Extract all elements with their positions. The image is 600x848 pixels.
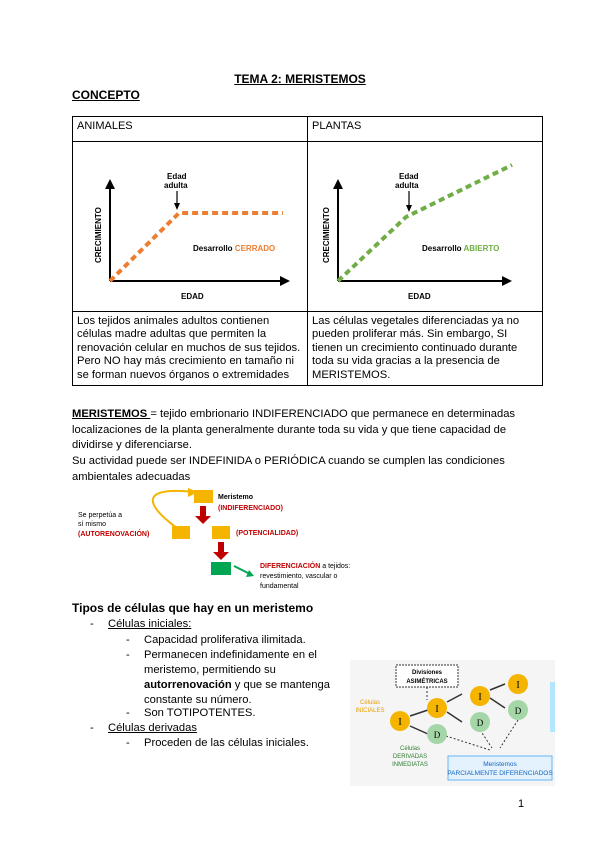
growth-curve: [338, 165, 512, 281]
dev-prefix: Desarrollo: [193, 244, 235, 253]
animales-text: Los tejidos animales adultos contienen células madre adultas que permiten la renovación celular en muchos de sus tejidos. Pero NO hay más crecimiento en tamaño ni se forman nuevos órganos o extremidades: [73, 311, 308, 386]
svg-text:(INDIFERENCIADO): (INDIFERENCIADO): [218, 505, 283, 512]
plant-growth-chart-cell: [308, 142, 543, 312]
edad-label-2: adulta: [395, 181, 419, 190]
y-axis-arrow: [105, 179, 115, 189]
list-item: Proceden de las células iniciales.: [144, 737, 309, 749]
svg-text:D: D: [433, 730, 441, 740]
meristemos-definition: MERISTEMOS = tejido embrionario INDIFERENCIADO que permanece en determinadas localizaciones de la planta generalmente durante toda su vida y que tiene capacidad de dividirse y diferenciarse.: [72, 408, 516, 451]
yellow-square-right: [212, 526, 230, 539]
page-title: TEMA 2: MERISTEMOS: [234, 72, 366, 86]
header-plantas: PLANTAS: [308, 117, 543, 142]
animal-growth-chart: [77, 145, 303, 303]
list-item: Son TOTIPOTENTES.: [144, 707, 256, 719]
tipos-heading: Tipos de células que hay en un meristemo: [72, 601, 314, 615]
edad-label-2: adulta: [164, 181, 188, 190]
list-item-derivadas: Células derivadas: [108, 722, 197, 734]
svg-text:Desarrollo CERRADO: [193, 244, 275, 253]
svg-text:Divisiones: Divisiones: [411, 670, 443, 676]
svg-text:DIFERENCIACIÓN a tejidos:: DIFERENCIACIÓN a tejidos:: [260, 563, 351, 570]
svg-text:Se perpetúa a: Se perpetúa a: [78, 512, 122, 519]
svg-text:(POTENCIALIDAD): (POTENCIALIDAD): [236, 530, 299, 537]
plant-growth-chart: [312, 145, 538, 303]
dev-type: ABIERTO: [463, 244, 500, 253]
x-axis-label: EDAD: [408, 292, 431, 301]
comparison-table: [72, 116, 543, 386]
svg-text:I: I: [398, 717, 402, 728]
meristem-diagram: [72, 486, 372, 594]
yellow-square-left: [172, 526, 190, 539]
header-animales: ANIMALES: [73, 117, 308, 142]
svg-text:ASIMÉTRICAS: ASIMÉTRICAS: [406, 679, 448, 685]
svg-text:I: I: [435, 704, 439, 715]
svg-text:fundamental: fundamental: [260, 583, 299, 590]
edad-label-1: Edad: [399, 172, 419, 181]
svg-text:PARCIALMENTE DIFERENCIADOS: PARCIALMENTE DIFERENCIADOS: [447, 770, 553, 777]
svg-text:I: I: [478, 692, 482, 703]
dev-prefix: Desarrollo: [422, 244, 464, 253]
svg-text:Meristemos: Meristemos: [483, 761, 517, 768]
svg-text:I: I: [516, 680, 520, 691]
svg-text:Meristemo: Meristemo: [218, 494, 254, 501]
y-axis-arrow: [333, 179, 343, 189]
dev-type: CERRADO: [234, 244, 276, 253]
cell-types-diagram: [350, 660, 555, 786]
animal-growth-chart-cell: [73, 142, 308, 312]
svg-text:(AUTORENOVACIÓN): (AUTORENOVACIÓN): [78, 531, 150, 538]
meristemo-square: [194, 490, 213, 503]
x-axis-arrow: [502, 276, 512, 286]
list-item: Capacidad proliferativa ilimitada.: [144, 634, 306, 646]
list-item-iniciales: Células iniciales:: [108, 618, 192, 630]
svg-text:INMEDIATAS: INMEDIATAS: [392, 762, 428, 768]
x-axis-arrow: [280, 276, 290, 286]
svg-text:Desarrollo ABIERTO: [422, 244, 499, 253]
y-axis-label: CRECIMIENTO: [94, 207, 103, 263]
svg-text:revestimiento, vascular o: revestimiento, vascular o: [260, 573, 338, 580]
svg-text:sí mismo: sí mismo: [78, 521, 106, 528]
y-axis-label: CRECIMIENTO: [322, 207, 331, 263]
x-axis-label: EDAD: [181, 292, 204, 301]
svg-text:Células: Células: [359, 700, 381, 706]
edad-label-1: Edad: [167, 172, 187, 181]
list-item: Permanecen indefinidamente en el meristemo, permitiendo su autorrenovación y que se mantenga constante su número.: [144, 649, 330, 706]
svg-text:INICIALES: INICIALES: [355, 708, 385, 714]
plantas-text: Las células vegetales diferenciadas ya no pueden proliferar más. Sin embargo, SI tienen un crecimiento continuado durante toda su vida gracias a la presencia de MERISTEMOS.: [308, 311, 543, 386]
section-heading-concepto: CONCEPTO: [72, 88, 140, 102]
green-square: [211, 562, 231, 575]
meristemos-actividad: Su actividad puede ser INDEFINIDA o PERIÓDICA cuando se cumplen las condiciones ambientales adecuadas: [72, 455, 505, 483]
page-number: 1: [518, 798, 525, 810]
svg-text:Células: Células: [399, 746, 421, 752]
meristemos-term: MERISTEMOS: [72, 408, 151, 420]
svg-text:DERIVADAS: DERIVADAS: [392, 754, 428, 760]
svg-text:D: D: [476, 718, 484, 728]
svg-text:D: D: [514, 706, 522, 716]
division-arrow: [195, 516, 211, 524]
autorenovacion-arrow: [153, 491, 194, 528]
